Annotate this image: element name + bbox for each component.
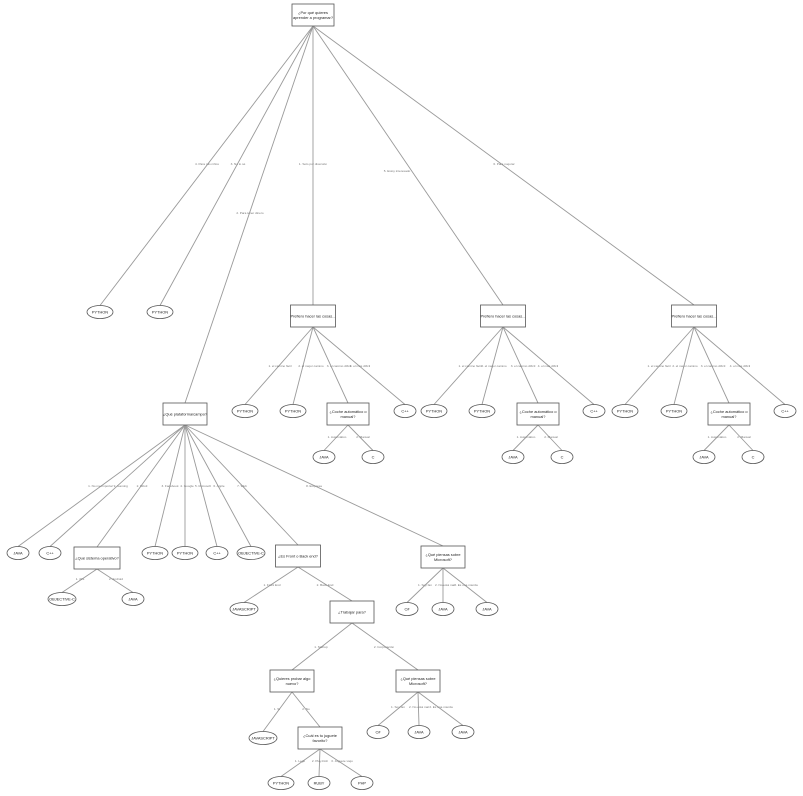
node-label: manual? <box>340 413 356 419</box>
node-label: ¿Qué piensas sobre <box>425 552 461 557</box>
node-label: C# <box>404 606 410 612</box>
edge-label-p3car_java: 1. Automático <box>707 435 727 439</box>
node-p1cpp[interactable] <box>394 405 416 418</box>
edge-label-plat_fpy: 3. Facebook <box>161 484 179 488</box>
node-p1java[interactable] <box>313 451 335 464</box>
edge-label-work_start: 1. Startup <box>314 645 328 649</box>
node-mscpp[interactable] <box>206 547 228 560</box>
edge-start-js2 <box>263 692 292 732</box>
edge-label-root_pref3: 6. Para mejorar <box>493 162 515 166</box>
nodes-layer <box>7 4 796 790</box>
node-label: manual? <box>530 413 546 419</box>
node-cjava1[interactable] <box>408 726 430 739</box>
edge-label-web_js: 1. Front End <box>263 583 281 587</box>
node-label: PYTHON <box>272 780 290 786</box>
edge-label-ent_java2: 3. Es una mierda <box>454 583 478 587</box>
edge-label-p1_py1: 1. el camino fácil <box>268 364 292 368</box>
node-gpy[interactable] <box>172 547 198 560</box>
node-py1[interactable] <box>87 306 113 319</box>
node-py2[interactable] <box>147 306 173 319</box>
edge-label-p2car_java: 1. Automático <box>516 435 536 439</box>
edge-label-p2_py2: 2. el mejor camino <box>481 364 507 368</box>
node-p3car[interactable] <box>708 403 750 425</box>
node-label: C++ <box>781 408 789 414</box>
node-label: C++ <box>213 550 221 556</box>
node-label: ¿Coche automático o <box>710 409 748 414</box>
node-p3cpp[interactable] <box>774 405 796 418</box>
node-label: PYTHON <box>473 408 491 414</box>
node-p1py1[interactable] <box>232 405 258 418</box>
edge-label-start_fav: 2. No <box>302 707 310 711</box>
node-mjava[interactable] <box>122 593 144 606</box>
node-label: JAVA <box>13 550 23 556</box>
edge-label-root_py1: 4. Para mis niños <box>195 162 219 166</box>
edge-label-plat_lcpp: 1. No me importa/ 9. Gaming <box>88 484 128 488</box>
node-lcpp[interactable] <box>39 547 61 560</box>
edge-label-plat_web: 7. Web <box>237 484 247 488</box>
node-ejava1[interactable] <box>432 603 454 616</box>
node-label: JAVA <box>508 454 518 460</box>
edge-label-plat_mobile: 2. Móvil <box>136 484 148 488</box>
edge-label-mob_objc: 1. iOS <box>75 577 85 581</box>
node-label: JAVA <box>699 454 709 460</box>
node-aobjc[interactable] <box>237 547 265 560</box>
node-fpy[interactable] <box>142 547 168 560</box>
edge-label-plat_ent: 8. Empresa <box>306 484 322 488</box>
edge-label-root_pref2: 5. Estoy interesado <box>383 169 411 173</box>
node-label: ¿Qué sistema operativo? <box>75 555 119 561</box>
node-p2car[interactable] <box>517 403 559 425</box>
edges-layer <box>18 26 785 777</box>
node-label: Prefiero hacer las cosas... <box>671 313 717 319</box>
edge-label-p2_car: 3. el camino difícil <box>510 364 536 368</box>
node-fav[interactable] <box>298 727 342 749</box>
node-pref2[interactable] <box>481 305 526 327</box>
edge-label-p1car_c: 2. Manual <box>356 435 370 439</box>
edge-label-corp_java2: 3. Es una mierda <box>429 705 453 709</box>
node-p2py2[interactable] <box>469 405 495 418</box>
edge-label-fav_py: 1. Lego <box>294 759 306 763</box>
node-label: PYTHON <box>665 408 683 414</box>
node-label: JAVA <box>319 454 329 460</box>
node-p1py2[interactable] <box>280 405 306 418</box>
node-p3py2[interactable] <box>661 405 687 418</box>
node-p2cpp[interactable] <box>583 405 605 418</box>
node-label: manual? <box>721 413 737 419</box>
node-label: ¿Por qué quieres <box>298 10 328 15</box>
node-label: Microsoft? <box>434 556 452 562</box>
edge-label-p2car_c: 2. Manual <box>544 435 558 439</box>
edge-label-plat_gpy: 4. Google <box>180 484 194 488</box>
node-label: JAVASCRIPT <box>251 735 275 741</box>
node-pref3[interactable] <box>672 305 717 327</box>
edge-label-ent_java1: 2. No está mal <box>435 583 455 587</box>
node-corp[interactable] <box>396 670 440 692</box>
edge-label-ent_cs: 1. Soy fan <box>418 583 432 587</box>
node-ejava2[interactable] <box>476 603 498 616</box>
edge-label-root_py2: 3. No lo sé <box>230 162 246 166</box>
node-objc1[interactable] <box>48 593 76 606</box>
edge-label-p3_py1: 1. el camino fácil <box>647 364 671 368</box>
node-ccs[interactable] <box>367 726 389 739</box>
edge-label-fav_ruby: 2. Play-Doh <box>311 759 329 763</box>
node-p2py1[interactable] <box>421 405 447 418</box>
node-label: ¿Coche automático o <box>329 409 367 414</box>
node-label: JAVA <box>438 606 448 612</box>
edge-label-root_pref1: 1. Solo por diversión <box>298 162 328 166</box>
edge-label-p1_py2: 2. el mejor camino <box>298 364 324 368</box>
edge-label-corp_java1: 2. No está mal <box>409 705 429 709</box>
edge-label-mob_java: 2. Android <box>109 577 123 581</box>
node-label: PYTHON <box>616 408 634 414</box>
node-label: Microsoft? <box>409 680 427 686</box>
node-label: PYTHON <box>425 408 443 414</box>
node-label: PYTHON <box>151 309 169 315</box>
node-label: ¿Coche automático o <box>519 409 557 414</box>
node-label: ¿Es Front o Back end? <box>278 553 318 559</box>
node-tphp[interactable] <box>351 777 373 790</box>
node-p3java[interactable] <box>693 451 715 464</box>
node-p3c[interactable] <box>742 451 764 464</box>
edge-label-plat_aobjc: 6. Apple <box>213 484 225 488</box>
edge-label-p3_car: 3. el camino difícil <box>700 364 726 368</box>
node-label: JAVASCRIPT <box>232 606 256 612</box>
node-label: RUBY <box>313 780 325 786</box>
node-label: C++ <box>46 550 54 556</box>
node-label: C <box>560 454 564 460</box>
node-plat[interactable] <box>163 403 208 425</box>
node-label: OBJECTIVE-C <box>238 550 264 556</box>
node-label: aprender a programar? <box>292 14 334 20</box>
node-root[interactable] <box>292 4 334 26</box>
node-web[interactable] <box>276 545 321 567</box>
node-label: nuevo? <box>285 680 299 686</box>
edge-label-plat_mscpp: 5. Microsoft <box>195 484 211 488</box>
node-label: favorito? <box>312 737 328 743</box>
node-tpy[interactable] <box>268 777 294 790</box>
node-label: ¿Qué plataforma/campo? <box>162 411 208 417</box>
node-label: PYTHON <box>91 309 109 315</box>
edge-root-pref2 <box>313 26 503 305</box>
node-label: OBJECTIVE-C <box>49 596 75 602</box>
node-work[interactable] <box>330 601 374 623</box>
node-label: Prefiero hacer las cosas... <box>480 313 526 319</box>
node-label: ¿Qué piensas sobre <box>400 676 436 681</box>
node-label: Prefiero hacer las cosas... <box>290 313 336 319</box>
node-label: PYTHON <box>284 408 302 414</box>
node-label: C <box>751 454 755 460</box>
node-label: JAVA <box>482 606 492 612</box>
node-p3py1[interactable] <box>612 405 638 418</box>
node-p1car[interactable] <box>327 403 369 425</box>
edge-label-p1_car: 3. el camino difícil <box>326 364 352 368</box>
node-label: PYTHON <box>176 550 194 556</box>
node-label: JAVA <box>458 729 468 735</box>
node-start[interactable] <box>270 670 314 692</box>
node-ent[interactable] <box>421 546 465 568</box>
edge-label-work_corp: 2. Corporación <box>373 645 395 649</box>
edge-label-p2_py1: 1. el camino fácil <box>458 364 482 368</box>
node-label: JAVA <box>128 596 138 602</box>
node-p1c[interactable] <box>362 451 384 464</box>
node-truby[interactable] <box>308 777 330 790</box>
node-label: C++ <box>401 408 409 414</box>
edge-label-start_js: 1. Sí <box>273 707 281 711</box>
node-label: PYTHON <box>236 408 254 414</box>
edge-label-p2_cpp: 4. el más difícil <box>537 364 559 368</box>
node-js1[interactable] <box>230 603 258 616</box>
node-label: JAVA <box>414 729 424 735</box>
edge-label-p3_py2: 2. el mejor camino <box>672 364 698 368</box>
node-cjava2[interactable] <box>452 726 474 739</box>
node-label: ¿Quieres probar algo <box>273 676 311 681</box>
edge-label-web_work: 2. Back End <box>316 583 334 587</box>
edge-label-p3car_c: 2. Manual <box>737 435 751 439</box>
node-ecs[interactable] <box>396 603 418 616</box>
node-label: ¿Cuál es tu juguete <box>303 733 337 738</box>
node-label: PYTHON <box>146 550 164 556</box>
node-label: C# <box>375 729 381 735</box>
node-js2[interactable] <box>249 732 277 745</box>
node-ljava[interactable] <box>7 547 29 560</box>
node-label: C++ <box>590 408 598 414</box>
edge-label-p1car_java: 1. Automático <box>327 435 347 439</box>
edge-label-corp_cs: 1. Soy fan <box>391 705 405 709</box>
node-pref1[interactable] <box>291 305 336 327</box>
node-label: C <box>371 454 375 460</box>
edge-label-p3_cpp: 4. el más difícil <box>729 364 751 368</box>
node-p2java[interactable] <box>502 451 524 464</box>
node-p2c[interactable] <box>551 451 573 464</box>
node-label: PHP <box>358 780 366 786</box>
edge-label-p1_cpp: 4. el más difícil <box>349 364 371 368</box>
node-mobile[interactable] <box>74 547 120 569</box>
edge-label-fav_php: 3. Juguete viejo <box>331 759 353 763</box>
edge-label-root_plat: 2. Para tener dinero <box>236 211 264 215</box>
node-label: ¿Trabajar para? <box>338 609 366 615</box>
